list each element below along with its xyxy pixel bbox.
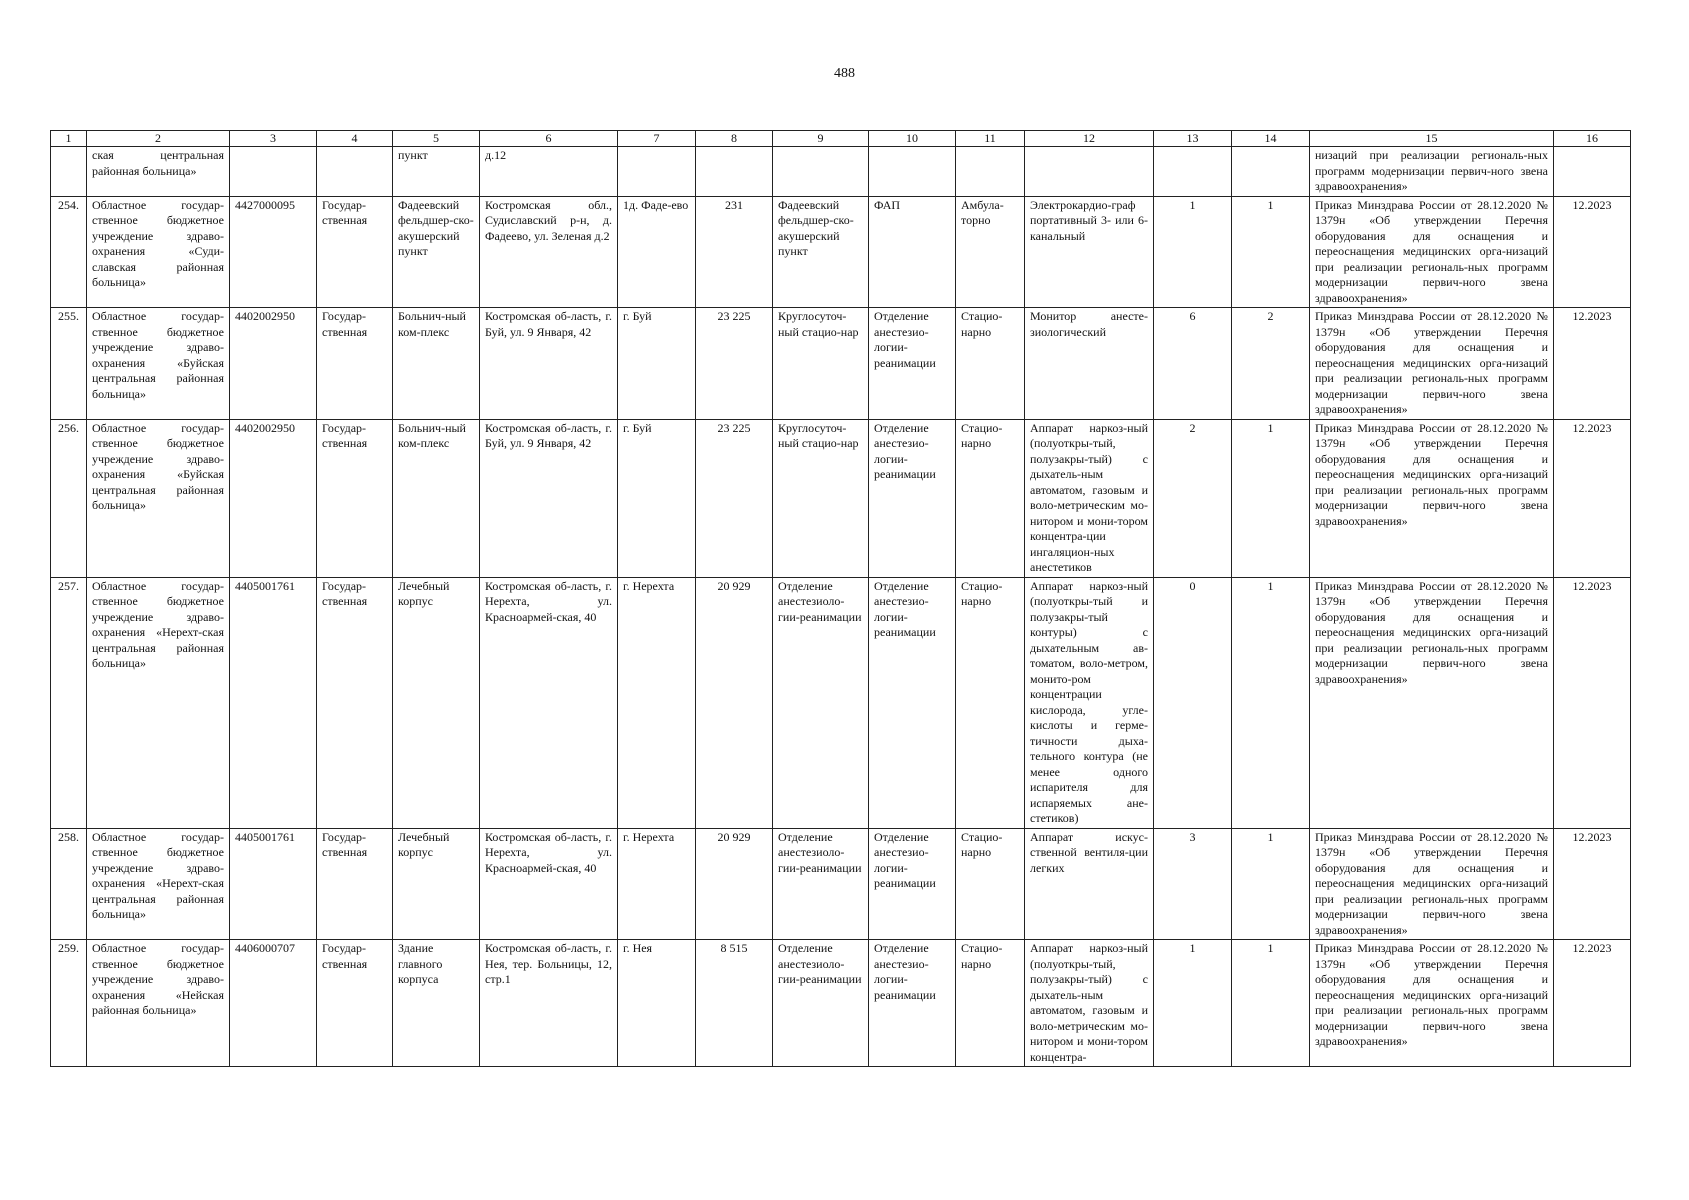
unit-cell: Отделение анестезиоло-гии-реанимации: [773, 577, 869, 828]
ownership-cell: [317, 147, 393, 197]
inn-cell: 4405001761: [230, 828, 317, 940]
ownership-cell: Государ-ственная: [317, 419, 393, 577]
care-mode-cell: Стацио-нарно: [956, 828, 1025, 940]
row-number-cell: 254.: [51, 196, 87, 308]
locality-cell: г. Нерехта: [618, 828, 696, 940]
ownership-cell: Государ-ственная: [317, 828, 393, 940]
population-cell: 8 515: [696, 940, 773, 1067]
department-cell: Отделение анестезио-логии-реанимации: [869, 419, 956, 577]
building-cell: Лечебный корпус: [393, 828, 480, 940]
basis-cell: Приказ Минздрава России от 28.12.2020 № 1379н «Об утверждении Перечня оборудования для оснащения и переоснащения медицинских орга-низаций при реализации региональ-ных программ модернизации первич-ного звена здравоохранения»: [1310, 419, 1554, 577]
column-header: 12: [1025, 131, 1154, 147]
column-header: 11: [956, 131, 1025, 147]
department-cell: Отделение анестезио-логии-реанимации: [869, 577, 956, 828]
care-mode-cell: Стацио-нарно: [956, 419, 1025, 577]
column-header: 7: [618, 131, 696, 147]
column-header: 8: [696, 131, 773, 147]
column-header: 6: [480, 131, 618, 147]
building-cell: Больнич-ный ком-плекс: [393, 308, 480, 420]
column-header: 10: [869, 131, 956, 147]
row-number-cell: 259.: [51, 940, 87, 1067]
unit-cell: Круглосуточ-ный стацио-нар: [773, 308, 869, 420]
department-cell: Отделение анестезио-логии-реанимации: [869, 828, 956, 940]
equipment-table: [50, 130, 1631, 1067]
organization-cell: Областное государ-ственное бюджетное учреждение здраво-охранения «Нерехт-ская центральная районная больница»: [87, 577, 230, 828]
building-cell: Фадеевский фельдшер-ско-акушерский пункт: [393, 196, 480, 308]
basis-cell: Приказ Минздрава России от 28.12.2020 № 1379н «Об утверждении Перечня оборудования для оснащения и переоснащения медицинских орга-низаций при реализации региональ-ных программ модернизации первич-ного звена здравоохранения»: [1310, 308, 1554, 420]
address-cell: Костромская обл., Судиславский р-н, д. Фадеево, ул. Зеленая д.2: [480, 196, 618, 308]
locality-cell: 1д. Фаде-ево: [618, 196, 696, 308]
population-cell: 23 225: [696, 419, 773, 577]
organization-cell: ская центральная районная больница»: [87, 147, 230, 197]
inn-cell: 4405001761: [230, 577, 317, 828]
population-cell: 20 929: [696, 577, 773, 828]
table-row: [51, 147, 1631, 197]
need-cell: 6: [1154, 308, 1232, 420]
quantity-cell: 1: [1232, 196, 1310, 308]
organization-cell: Областное государ-ственное бюджетное учреждение здраво-охранения «Нерехт-ская центральная районная больница»: [87, 828, 230, 940]
ownership-cell: Государ-ственная: [317, 940, 393, 1067]
unit-cell: Отделение анестезиоло-гии-реанимации: [773, 940, 869, 1067]
date-cell: [1554, 147, 1631, 197]
care-mode-cell: Амбула-торно: [956, 196, 1025, 308]
organization-cell: Областное государ-ственное бюджетное учреждение здраво-охранения «Буйская центральная районная больница»: [87, 419, 230, 577]
need-cell: 2: [1154, 419, 1232, 577]
address-cell: Костромская об-ласть, г. Нерехта, ул. Красноармей-ская, 40: [480, 828, 618, 940]
building-cell: Здание главного корпуса: [393, 940, 480, 1067]
quantity-cell: 1: [1232, 940, 1310, 1067]
column-header: 1: [51, 131, 87, 147]
quantity-cell: 2: [1232, 308, 1310, 420]
locality-cell: г. Нея: [618, 940, 696, 1067]
inn-cell: [230, 147, 317, 197]
locality-cell: [618, 147, 696, 197]
population-cell: 23 225: [696, 308, 773, 420]
inn-cell: 4427000095: [230, 196, 317, 308]
need-cell: 1: [1154, 940, 1232, 1067]
unit-cell: [773, 147, 869, 197]
department-cell: [869, 147, 956, 197]
unit-cell: Круглосуточ-ный стацио-нар: [773, 419, 869, 577]
locality-cell: г. Буй: [618, 419, 696, 577]
date-cell: 12.2023: [1554, 419, 1631, 577]
locality-cell: г. Буй: [618, 308, 696, 420]
quantity-cell: 1: [1232, 828, 1310, 940]
row-number-cell: 257.: [51, 577, 87, 828]
column-header: 3: [230, 131, 317, 147]
department-cell: Отделение анестезио-логии-реанимации: [869, 940, 956, 1067]
date-cell: 12.2023: [1554, 196, 1631, 308]
equipment-cell: Аппарат наркоз-ный (полуоткры-тый и полузакры-тый контуры) с дыхательным ав-томатом, воло-метром, монито-ром концентрации кислорода, угле-кислоты и герме-тичности дыха-тельного контура (не менее одного испарителя для испаряемых ане-стетиков): [1025, 577, 1154, 828]
population-cell: [696, 147, 773, 197]
row-number-cell: 255.: [51, 308, 87, 420]
equipment-cell: [1025, 147, 1154, 197]
department-cell: Отделение анестезио-логии-реанимации: [869, 308, 956, 420]
table-row: [51, 828, 1631, 940]
inn-cell: 4402002950: [230, 308, 317, 420]
date-cell: 12.2023: [1554, 308, 1631, 420]
quantity-cell: [1232, 147, 1310, 197]
quantity-cell: 1: [1232, 577, 1310, 828]
inn-cell: 4406000707: [230, 940, 317, 1067]
basis-cell: Приказ Минздрава России от 28.12.2020 № 1379н «Об утверждении Перечня оборудования для оснащения и переоснащения медицинских орга-низаций при реализации региональ-ных программ модернизации первич-ного звена здравоохранения»: [1310, 940, 1554, 1067]
ownership-cell: Государ-ственная: [317, 577, 393, 828]
care-mode-cell: Стацио-нарно: [956, 308, 1025, 420]
column-header: 4: [317, 131, 393, 147]
basis-cell: низаций при реализации региональ-ных программ модернизации первич-ного звена здравоохранения»: [1310, 147, 1554, 197]
building-cell: пункт: [393, 147, 480, 197]
need-cell: 3: [1154, 828, 1232, 940]
column-header: 2: [87, 131, 230, 147]
organization-cell: Областное государ-ственное бюджетное учреждение здраво-охранения «Нейская районная больница»: [87, 940, 230, 1067]
organization-cell: Областное государ-ственное бюджетное учреждение здраво-охранения «Суди-славская районная больница»: [87, 196, 230, 308]
organization-cell: Областное государ-ственное бюджетное учреждение здраво-охранения «Буйская центральная районная больница»: [87, 308, 230, 420]
need-cell: 1: [1154, 196, 1232, 308]
equipment-cell: Аппарат наркоз-ный (полуоткры-тый, полузакры-тый) с дыхатель-ным автоматом, газовым и воло-метрическим мо-нитором и мони-тором концентра-: [1025, 940, 1154, 1067]
locality-cell: г. Нерехта: [618, 577, 696, 828]
address-cell: Костромская об-ласть, г. Нея, тер. Больницы, 12, стр.1: [480, 940, 618, 1067]
equipment-cell: Аппарат наркоз-ный (полуоткры-тый, полузакры-тый) с дыхатель-ным автоматом, газовым и воло-метрическим мо-нитором и мони-тором концентра-ции ингаляцион-ных анестетиков: [1025, 419, 1154, 577]
need-cell: 0: [1154, 577, 1232, 828]
row-number-cell: [51, 147, 87, 197]
care-mode-cell: Стацио-нарно: [956, 577, 1025, 828]
address-cell: Костромская об-ласть, г. Буй, ул. 9 Января, 42: [480, 419, 618, 577]
unit-cell: Фадеевский фельдшер-ско-акушерский пункт: [773, 196, 869, 308]
equipment-table-container: [50, 130, 1630, 1067]
column-number-row: [51, 131, 1631, 147]
population-cell: 20 929: [696, 828, 773, 940]
basis-cell: Приказ Минздрава России от 28.12.2020 № 1379н «Об утверждении Перечня оборудования для оснащения и переоснащения медицинских орга-низаций при реализации региональ-ных программ модернизации первич-ного звена здравоохранения»: [1310, 196, 1554, 308]
column-header: 13: [1154, 131, 1232, 147]
inn-cell: 4402002950: [230, 419, 317, 577]
row-number-cell: 258.: [51, 828, 87, 940]
equipment-cell: Монитор анесте-зиологический: [1025, 308, 1154, 420]
table-row: [51, 419, 1631, 577]
department-cell: ФАП: [869, 196, 956, 308]
basis-cell: Приказ Минздрава России от 28.12.2020 № 1379н «Об утверждении Перечня оборудования для оснащения и переоснащения медицинских орга-низаций при реализации региональ-ных программ модернизации первич-ного звена здравоохранения»: [1310, 577, 1554, 828]
table-row: [51, 308, 1631, 420]
date-cell: 12.2023: [1554, 828, 1631, 940]
address-cell: Костромская об-ласть, г. Нерехта, ул. Красноармей-ская, 40: [480, 577, 618, 828]
building-cell: Больнич-ный ком-плекс: [393, 419, 480, 577]
population-cell: 231: [696, 196, 773, 308]
column-header: 15: [1310, 131, 1554, 147]
basis-cell: Приказ Минздрава России от 28.12.2020 № 1379н «Об утверждении Перечня оборудования для оснащения и переоснащения медицинских орга-низаций при реализации региональ-ных программ модернизации первич-ного звена здравоохранения»: [1310, 828, 1554, 940]
column-header: 9: [773, 131, 869, 147]
column-header: 5: [393, 131, 480, 147]
unit-cell: Отделение анестезиоло-гии-реанимации: [773, 828, 869, 940]
care-mode-cell: Стацио-нарно: [956, 940, 1025, 1067]
page-number: 488: [834, 66, 855, 81]
quantity-cell: 1: [1232, 419, 1310, 577]
table-row: [51, 577, 1631, 828]
building-cell: Лечебный корпус: [393, 577, 480, 828]
ownership-cell: Государ-ственная: [317, 196, 393, 308]
equipment-cell: Аппарат искус-ственной вентиля-ции легких: [1025, 828, 1154, 940]
address-cell: Костромская об-ласть, г. Буй, ул. 9 Января, 42: [480, 308, 618, 420]
equipment-cell: Электрокардио-граф портативный 3- или 6-канальный: [1025, 196, 1154, 308]
table-row: [51, 940, 1631, 1067]
row-number-cell: 256.: [51, 419, 87, 577]
need-cell: [1154, 147, 1232, 197]
date-cell: 12.2023: [1554, 577, 1631, 828]
table-row: [51, 196, 1631, 308]
ownership-cell: Государ-ственная: [317, 308, 393, 420]
date-cell: 12.2023: [1554, 940, 1631, 1067]
address-cell: д.12: [480, 147, 618, 197]
care-mode-cell: [956, 147, 1025, 197]
column-header: 16: [1554, 131, 1631, 147]
column-header: 14: [1232, 131, 1310, 147]
